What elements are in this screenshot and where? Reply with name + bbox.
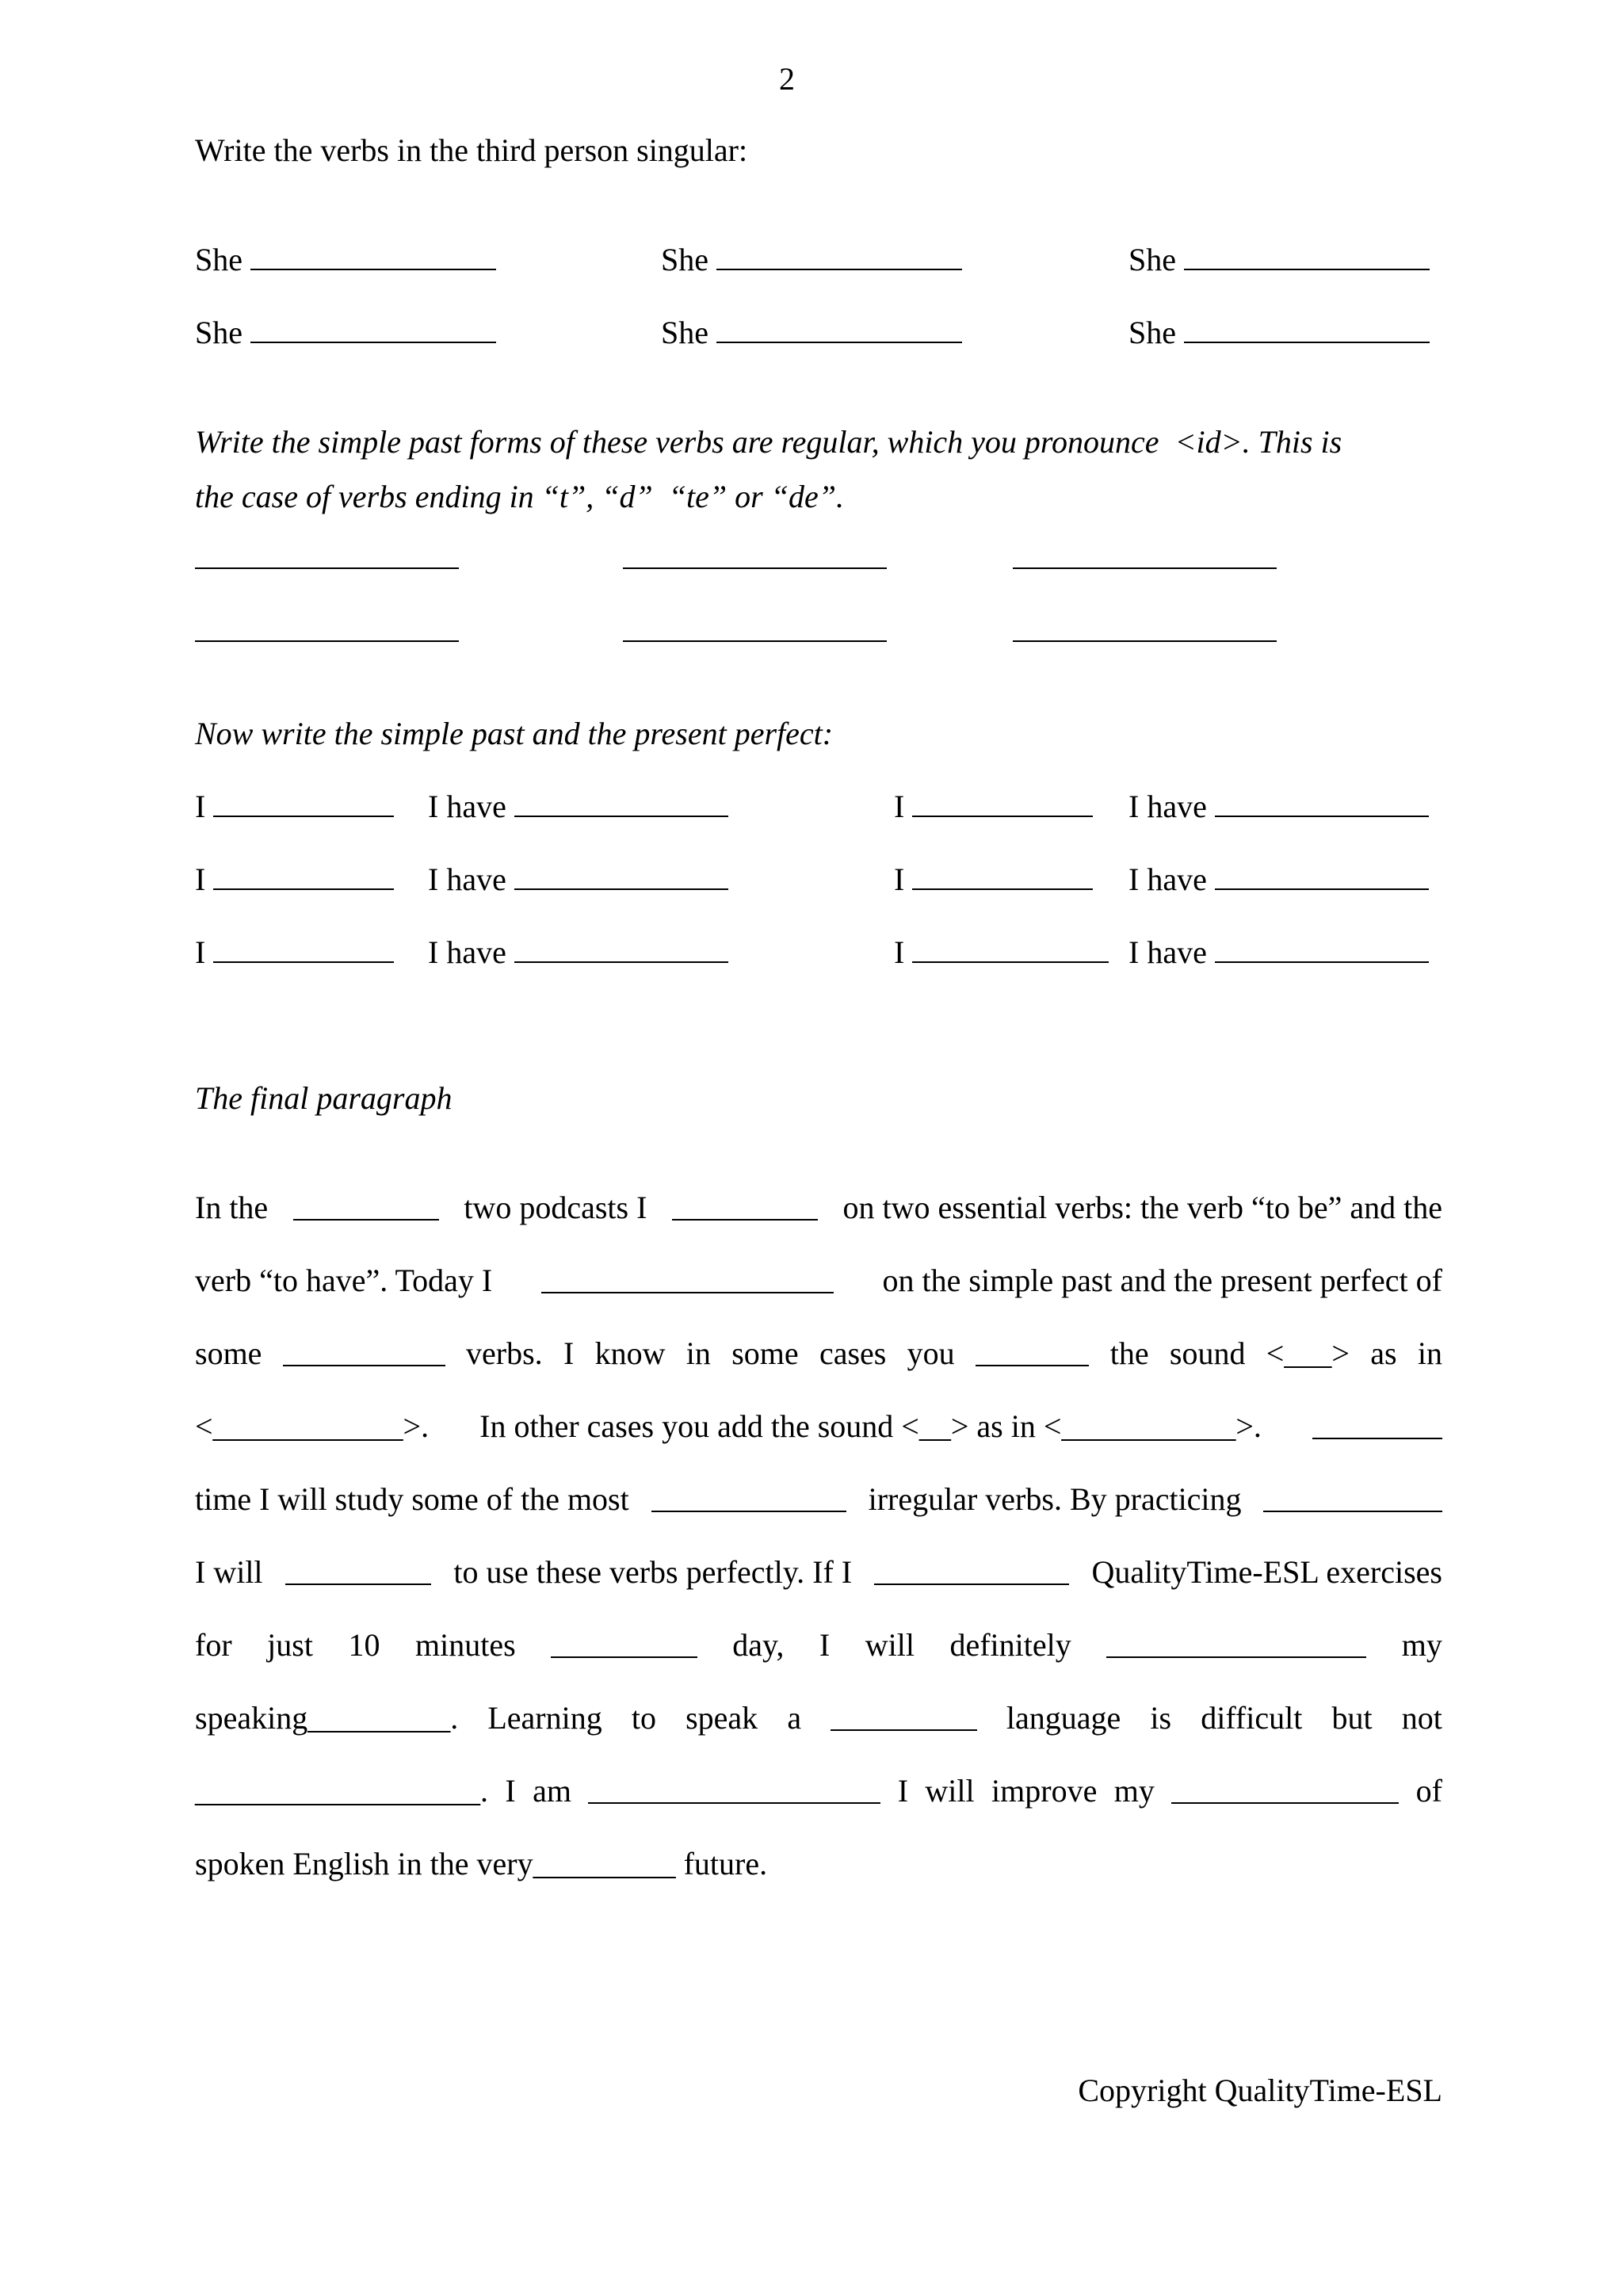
paragraph-text: on the simple past and the present perfect of — [882, 1263, 1442, 1298]
section1-instruction: Write the verbs in the third person singular: — [195, 132, 748, 168]
paragraph-text: I — [897, 1773, 909, 1809]
copyright: Copyright QualityTime-ESL — [1078, 2073, 1442, 2108]
paragraph-blank[interactable] — [541, 1265, 834, 1293]
paragraph-text: will — [925, 1773, 975, 1809]
paragraph-line-7 — [195, 1629, 1442, 1661]
paragraph-text: the — [1109, 1335, 1149, 1371]
paragraph-text: 10 — [348, 1627, 380, 1663]
paragraph-blank[interactable] — [1263, 1484, 1442, 1512]
paragraph-text: two podcasts I — [464, 1190, 647, 1225]
paragraph-text: <____________>. — [195, 1408, 430, 1444]
past-form-blank-1-3[interactable] — [1013, 567, 1277, 569]
paragraph-text: sound — [1169, 1335, 1246, 1371]
paragraph-text: just — [267, 1627, 313, 1663]
paragraph-line-4 — [195, 1408, 1442, 1444]
paragraph-text: some — [731, 1335, 799, 1371]
perfect-blank-1-1[interactable]: I have — [428, 791, 728, 823]
paragraph-text: will — [865, 1627, 915, 1663]
past-form-blank-2-3[interactable] — [1013, 640, 1277, 642]
paragraph-text: verbs. — [466, 1335, 543, 1371]
paragraph-blank[interactable] — [1171, 1775, 1399, 1804]
paragraph-blank[interactable] — [285, 1557, 432, 1585]
paragraph-text: improve — [991, 1773, 1098, 1809]
perfect-blank-2-2[interactable]: I have — [1128, 864, 1429, 896]
paragraph-text: spoken English in the very_________ future. — [195, 1846, 768, 1881]
paragraph-text: my — [1401, 1627, 1442, 1663]
paragraph-blank[interactable] — [976, 1338, 1090, 1366]
paragraph-text: speaking_________. — [195, 1700, 459, 1736]
paragraph-text: is — [1150, 1700, 1172, 1736]
she-blank-1-1[interactable]: She — [195, 244, 496, 276]
paragraph-blank[interactable] — [588, 1775, 880, 1804]
paragraph-text: minutes — [414, 1627, 516, 1663]
paragraph-text: you — [907, 1335, 955, 1371]
past-blank-2-1[interactable]: I — [195, 864, 394, 896]
past-blank-2-2[interactable]: I — [894, 864, 1093, 896]
paragraph-text: to — [631, 1700, 656, 1736]
paragraph-text: In other cases you add the sound <__> as in <___________>. — [479, 1408, 1262, 1444]
paragraph-line-1 — [195, 1192, 1442, 1224]
section3-instruction: Now write the simple past and the present perfect: — [195, 716, 834, 751]
paragraph-text: verb “to have”. Today I — [195, 1263, 493, 1298]
paragraph-blank[interactable] — [651, 1484, 846, 1512]
paragraph-text: some — [195, 1335, 262, 1371]
paragraph-text: my — [1113, 1773, 1155, 1809]
she-blank-1-3[interactable]: She — [1128, 244, 1430, 276]
paragraph-text: but — [1331, 1700, 1373, 1736]
paragraph-line-10 — [195, 1848, 1442, 1880]
paragraph-text: irregular verbs. By practicing — [868, 1481, 1242, 1517]
past-blank-3-1[interactable]: I — [195, 937, 394, 968]
paragraph-blank[interactable] — [874, 1557, 1069, 1585]
past-form-blank-1-1[interactable] — [195, 567, 459, 569]
paragraph-text: Learning — [487, 1700, 602, 1736]
paragraph-line-5 — [195, 1481, 1442, 1517]
paragraph-text: QualityTime-ESL exercises — [1091, 1554, 1442, 1590]
paragraph-text: not — [1401, 1700, 1442, 1736]
past-form-blank-1-2[interactable] — [623, 567, 887, 569]
paragraph-text: I will — [195, 1554, 263, 1590]
paragraph-blank[interactable] — [293, 1192, 440, 1221]
page-number: 2 — [779, 61, 795, 97]
paragraph-text: know — [594, 1335, 666, 1371]
paragraph-blank[interactable] — [1106, 1629, 1366, 1658]
perfect-blank-3-2[interactable]: I have — [1128, 937, 1429, 968]
paragraph-line-2 — [195, 1265, 1442, 1297]
paragraph-text: a — [787, 1700, 802, 1736]
past-form-blank-2-2[interactable] — [623, 640, 887, 642]
paragraph-text: difficult — [1201, 1700, 1303, 1736]
paragraph-text: in — [1417, 1335, 1442, 1371]
paragraph-text: to use these verbs perfectly. If I — [453, 1554, 853, 1590]
paragraph-blank[interactable] — [1312, 1411, 1442, 1439]
paragraph-text: day, — [732, 1627, 785, 1663]
paragraph-text: language — [1006, 1700, 1121, 1736]
perfect-blank-1-2[interactable]: I have — [1128, 791, 1429, 823]
she-blank-2-2[interactable]: She — [661, 317, 962, 349]
paragraph-text: I — [505, 1773, 516, 1809]
paragraph-text: __________________. — [195, 1773, 488, 1809]
section2-instruction-line2: the case of verbs ending in “t”, “d” “te” or “de”. — [195, 479, 844, 514]
paragraph-text: I — [563, 1335, 575, 1371]
she-blank-2-3[interactable]: She — [1128, 317, 1430, 349]
past-blank-1-2[interactable]: I — [894, 791, 1093, 823]
paragraph-blank[interactable] — [831, 1702, 977, 1731]
section2-instruction-line1: Write the simple past forms of these verbs are regular, which you pronounce <id>. This is — [195, 424, 1342, 460]
final-paragraph-heading: The final paragraph — [195, 1080, 453, 1116]
paragraph-text: <___> — [1266, 1335, 1350, 1371]
she-blank-2-1[interactable]: She — [195, 317, 496, 349]
paragraph-text: on two essential verbs: the verb “to be” and the — [842, 1190, 1442, 1225]
paragraph-text: am — [533, 1773, 571, 1809]
paragraph-line-6 — [195, 1554, 1442, 1590]
past-blank-1-1[interactable]: I — [195, 791, 394, 823]
perfect-blank-2-1[interactable]: I have — [428, 864, 728, 896]
past-form-blank-2-1[interactable] — [195, 640, 459, 642]
paragraph-text: for — [195, 1627, 232, 1663]
paragraph-text: of — [1415, 1773, 1442, 1809]
paragraph-text: In the — [195, 1190, 269, 1225]
she-blank-1-2[interactable]: She — [661, 244, 962, 276]
paragraph-text: as — [1370, 1335, 1397, 1371]
paragraph-text: time I will study some of the most — [195, 1481, 629, 1517]
final-paragraph — [195, 1192, 1442, 1889]
paragraph-blank[interactable] — [283, 1338, 445, 1366]
paragraph-text: in — [685, 1335, 711, 1371]
paragraph-line-9 — [195, 1775, 1442, 1807]
paragraph-line-3 — [195, 1335, 1442, 1371]
past-blank-3-2[interactable]: I — [894, 937, 1109, 968]
perfect-blank-3-1[interactable]: I have — [428, 937, 728, 968]
paragraph-text: cases — [819, 1335, 887, 1371]
paragraph-blank[interactable] — [551, 1629, 697, 1658]
paragraph-line-8 — [195, 1702, 1442, 1734]
paragraph-text: I — [819, 1627, 831, 1663]
paragraph-text: definitely — [949, 1627, 1071, 1663]
paragraph-text: speak — [685, 1700, 758, 1736]
paragraph-blank[interactable] — [672, 1192, 819, 1221]
